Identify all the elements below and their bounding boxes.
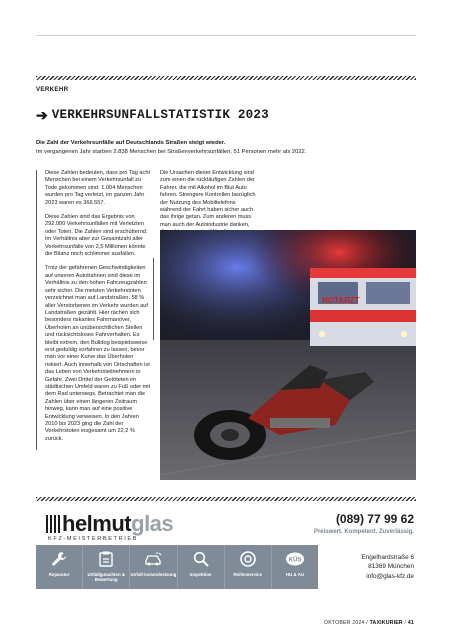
paragraph: Trotz der gefahrenen Geschwindigkeiten auf unseren Autobahnen sind diese im Verhältnis zu den hohen Fahrzeugzahlen sehr sicher. Die meisten Verkehrstoten verzeichnet man auf Landstraßen. 58 % aller Verstorbenen im Verkehr wurden auf Landstraßen gezählt. Hier rächen sich besonders riskantes Fahrmanöver, Überholen an unübersichtlichen Stellen und rücksichtsloses Fahrverhalten. Es bleibt extrem, den Bulldog beispielsweise erst geduldig vorfahren zu lassen, bevor man vor einer Kurve das Überholen riskiert. Auch innerhalb von Ortschaften ist das Leben von Verkehrsteilnehmern in Gefahr. Zwei Drittel der Getöteten im städtischen Umfeld waren zu Fuß oder mit dem Rad unterwegs. Betrachtet man die Zahlen über einen längeren Zeitraum hinweg, kann man auf eine positive Entwicklung verweisen. In den Jahren 2010 bis 2023 ging die Zahl der Verkehrstoten insgesamt um 22,2 % zurück.: [45, 265, 151, 442]
service-item: [178, 545, 225, 589]
service-item: [36, 545, 83, 589]
lead-text: Im vergangenen Jahr starben 2.838 Menschen bei Straßenverkehrsunfällen, 51 Personen mehr als 2022.: [36, 149, 307, 155]
magnifier-icon: [191, 549, 211, 569]
address-city: 81369 München: [368, 563, 414, 571]
hatch-divider-ad: [36, 497, 416, 501]
clipboard-icon: [96, 549, 116, 569]
advertiser-email[interactable]: info@glas-kfz.de: [366, 572, 414, 580]
footer-magazine: TAXIKURIER: [369, 620, 403, 626]
kus-badge-icon: [285, 549, 305, 569]
kus-badge-text: KÜS: [288, 557, 302, 564]
footer-issue: OKTOBER 2024: [323, 620, 365, 626]
article-column-left: [36, 170, 152, 450]
wrench-icon: [49, 549, 69, 569]
ambulance-label: NOTARZT: [322, 296, 360, 305]
page-number: 41: [407, 620, 414, 626]
hatch-divider-top: [36, 76, 416, 80]
advertiser-slogan: Preiswert. Kompetent. Zuverlässig.: [313, 529, 414, 535]
address-street: Engelhardstraße 6: [361, 554, 414, 561]
service-item: [225, 545, 272, 589]
section-label: VERKEHR: [36, 86, 69, 93]
ambulance: [310, 268, 416, 346]
top-rule: [36, 35, 416, 36]
service-bar: [36, 545, 318, 589]
paragraph: Diese Zahlen sind das Ergebnis von 292.000 Verkehrsunfällen mit Verletzten oder Toten. Die Zahlen sind erschütternd. Im Verhältnis aber zur Gesamtzahl aller Verkehrsunfälle von 2,5 Millionen könnte die Bilanz noch schlimmer ausfallen.: [45, 214, 148, 258]
advertiser-phone[interactable]: (089) 77 99 62: [335, 512, 414, 526]
accident-photo-illustration: [160, 230, 416, 480]
tire-icon: [238, 549, 258, 569]
service-label: Unfall-instandsetzung: [130, 572, 177, 577]
logo-bars-icon: [46, 515, 60, 533]
logo-accent: glas: [131, 511, 174, 536]
advertiser-subtitle: KFZ-MEISTERBETRIEB: [48, 536, 139, 542]
service-item: [272, 545, 318, 589]
accident-photo: [160, 230, 416, 480]
arrow-right-icon: ➔: [36, 107, 48, 123]
paragraph: Diese Zahlen bedeuten, dass pro Tag acht Menschen bei einem Verkehrsunfall zu Tode gekommen sind. 1.004 Menschen wurden pro Tag verletzt, im ganzen Jahr 2023 waren es 366.557.: [45, 170, 151, 206]
service-item: [130, 545, 177, 589]
page-title: VERKEHRSUNFALLSTATISTIK 2023: [51, 108, 269, 122]
car-crash-icon: [143, 549, 163, 569]
service-label: Reifenservice: [233, 572, 263, 577]
service-item: [83, 545, 130, 589]
logo-main: helmut: [62, 511, 132, 536]
advertiser-address: [361, 553, 414, 581]
headline-block: [36, 108, 269, 122]
paragraph: Die Ursachen dieser Entwicklung sind zum einen die rückläufigen Zahlen der Fahrer, die mit Alkohol im Blut Auto fahren. Strengere Kontrollen bezüglich der Nutzung des Mobiltelefons während der Fahrt haben sicher auch das ihrige getan. Zum anderen muss man auch der Autoindustrie danken,: [160, 170, 256, 228]
service-label: HU & AU: [285, 572, 305, 577]
service-label: Unfallgutachten & Bewertung: [87, 572, 126, 583]
service-label: Reparatur: [48, 572, 70, 577]
page-footer: OKTOBER 2024 / TAXIKURIER / 41: [323, 620, 414, 626]
advertiser-logo: [46, 513, 173, 535]
service-label: Inspektion: [189, 572, 212, 577]
lead-bold: Die Zahl der Verkehrsunfälle auf Deutschlands Straßen steigt wieder.: [36, 140, 226, 146]
